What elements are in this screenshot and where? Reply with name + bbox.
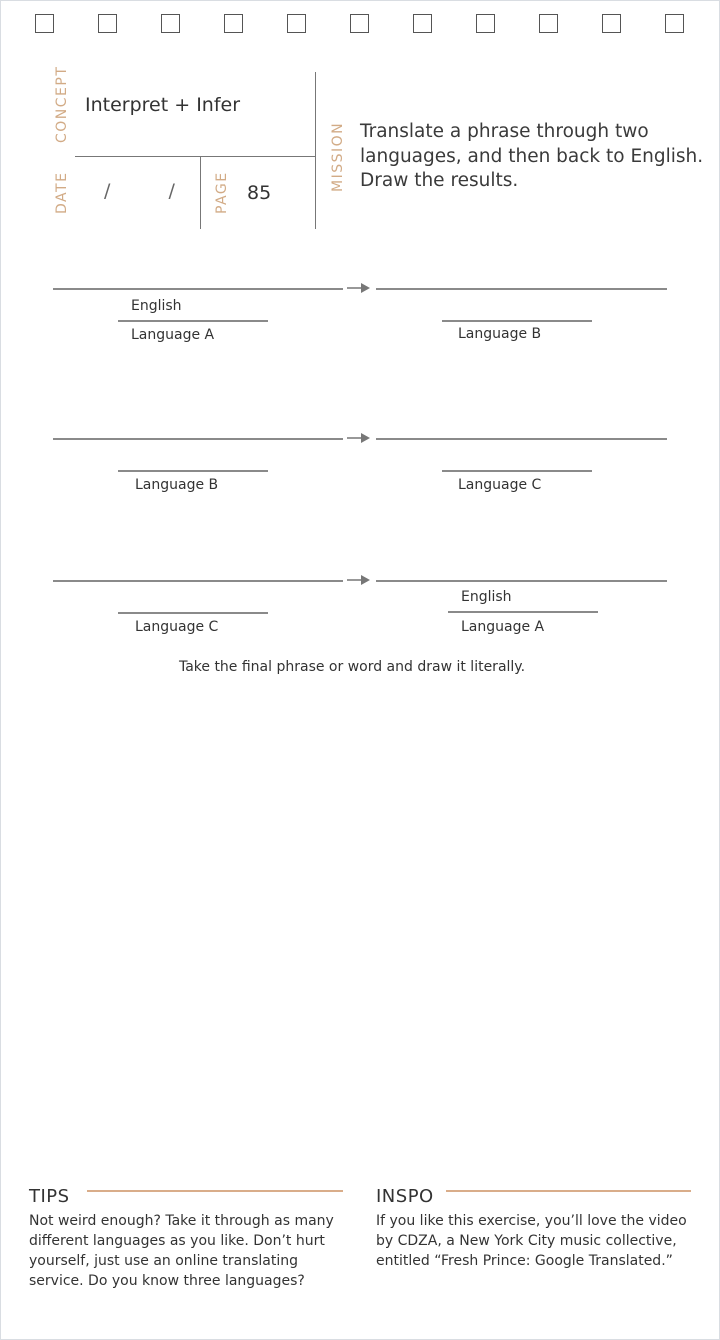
row3-left-bottom: Language C xyxy=(135,619,219,635)
page-number: 85 xyxy=(247,182,272,204)
tips-accent-line xyxy=(87,1190,343,1192)
row2-right-short-line xyxy=(442,470,592,472)
row3-left-short-line xyxy=(118,612,268,614)
concept-value: Interpret + Infer xyxy=(85,94,241,116)
mission-label: MISSION xyxy=(330,121,346,192)
row3-arrow-icon xyxy=(346,573,372,587)
checkbox-9[interactable] xyxy=(539,14,558,33)
row2-left-bottom: Language B xyxy=(135,477,219,493)
checkbox-10[interactable] xyxy=(602,14,621,33)
row2-arrow-icon xyxy=(346,431,372,445)
date-field[interactable]: / / xyxy=(104,180,201,202)
checkbox-6[interactable] xyxy=(350,14,369,33)
row2-right-line xyxy=(376,438,667,440)
row1-left-line xyxy=(53,288,343,290)
row2-right-bottom: Language C xyxy=(458,477,542,493)
header-divider-horizontal xyxy=(75,156,316,157)
tips-title: TIPS xyxy=(29,1186,70,1207)
row1-left-bottom: Language A xyxy=(131,327,215,343)
tips-body: Not weird enough? Take it through as many different languages as you like. Don’t hurt yourself, just use an online translating service. Do you know three languages? xyxy=(29,1213,334,1289)
mission-text: Translate a phrase through two languages, and then back to English. Draw the results. xyxy=(360,121,704,191)
header-divider-vertical xyxy=(315,72,316,229)
row3-right-top: English xyxy=(461,589,512,605)
inspo-body: If you like this exercise, you’ll love the video by CDZA, a New York City music collective, entitled “Fresh Prince: Google Translated.” xyxy=(376,1213,687,1269)
row1-left-top: English xyxy=(131,298,182,314)
checkbox-11[interactable] xyxy=(665,14,684,33)
checkbox-3[interactable] xyxy=(161,14,180,33)
checkbox-4[interactable] xyxy=(224,14,243,33)
row1-arrow-icon xyxy=(346,281,372,295)
page-label: PAGE xyxy=(214,171,230,214)
row1-right-short-line xyxy=(442,320,592,322)
row3-right-short-line xyxy=(448,611,598,613)
inspo-accent-line xyxy=(446,1190,691,1192)
row2-left-short-line xyxy=(118,470,268,472)
checkbox-2[interactable] xyxy=(98,14,117,33)
row1-left-short-line xyxy=(118,320,268,322)
final-instruction: Take the final phrase or word and draw it literally. xyxy=(178,659,526,675)
checkbox-1[interactable] xyxy=(35,14,54,33)
row3-left-line xyxy=(53,580,343,582)
row1-right-bottom: Language B xyxy=(458,326,542,342)
row2-left-line xyxy=(53,438,343,440)
date-label: DATE xyxy=(54,171,70,214)
checkbox-row xyxy=(0,0,720,40)
checkbox-8[interactable] xyxy=(476,14,495,33)
inspo-title: INSPO xyxy=(376,1186,434,1207)
checkbox-5[interactable] xyxy=(287,14,306,33)
row3-right-line xyxy=(376,580,667,582)
row1-right-line xyxy=(376,288,667,290)
concept-label: CONCEPT xyxy=(54,65,70,143)
row3-right-bottom: Language A xyxy=(461,619,545,635)
checkbox-7[interactable] xyxy=(413,14,432,33)
